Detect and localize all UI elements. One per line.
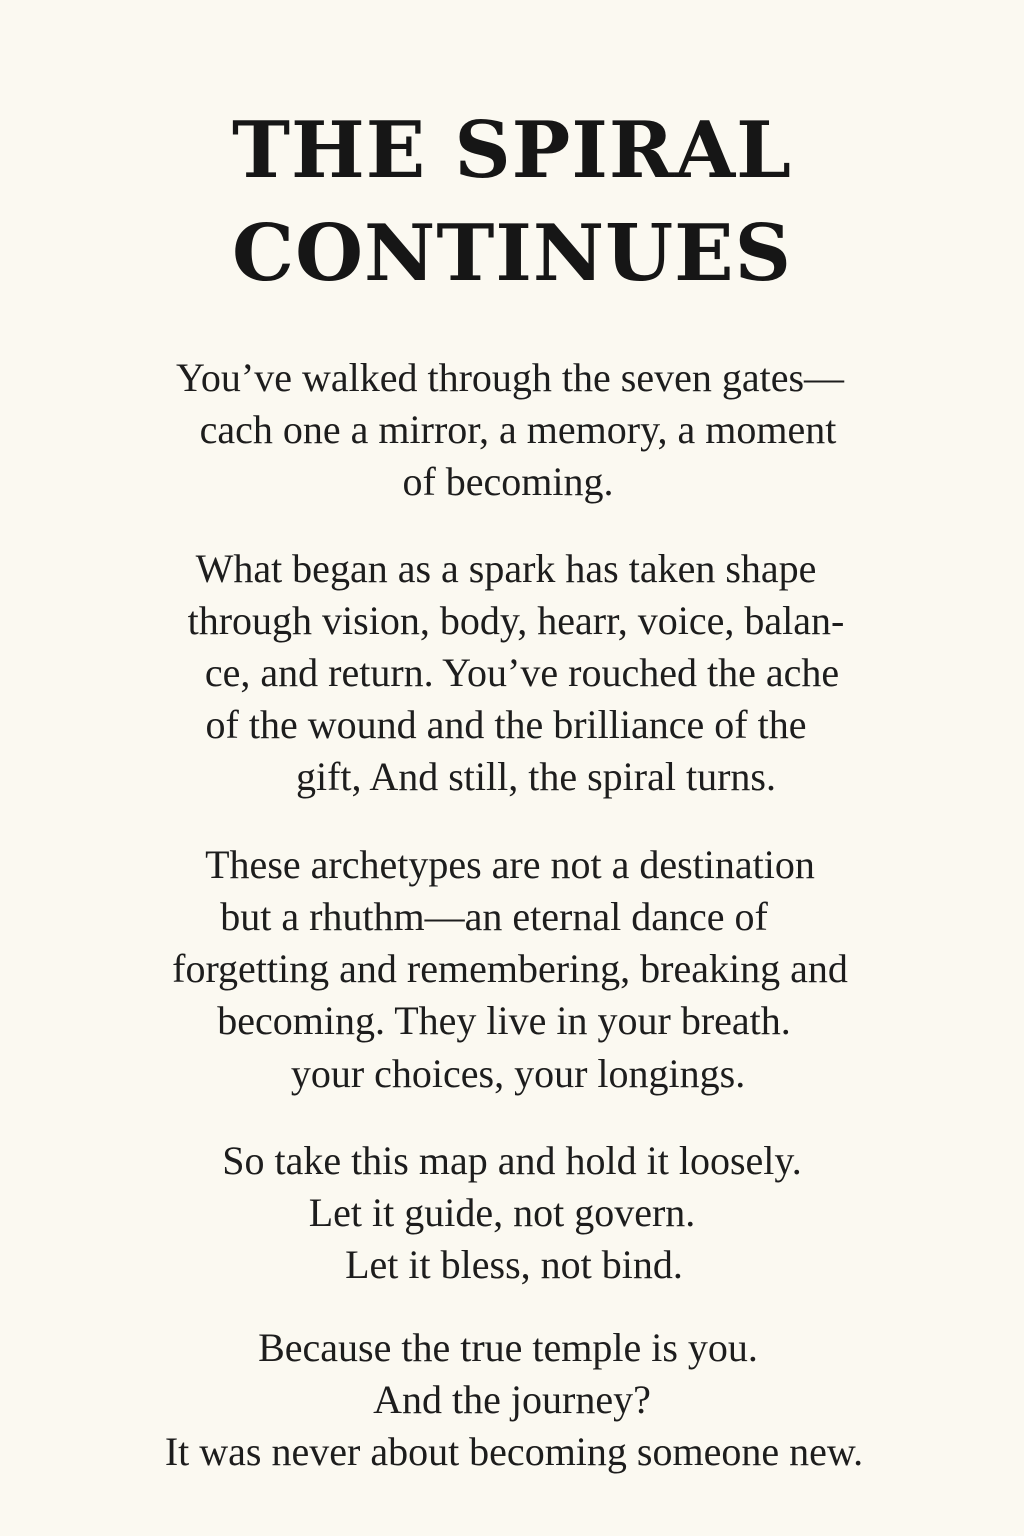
text-line: Because the true temple is you. [258, 1325, 758, 1370]
title-line-1: THE SPIRAL [232, 105, 792, 196]
text-line: through vision, body, hearr, voice, balan- [187, 598, 845, 643]
text-line: Let it bless, not bind. [345, 1242, 683, 1287]
title-line-2: CONTINUES [232, 208, 792, 299]
text-line: You’ve walked through the seven gates— [175, 355, 845, 400]
text-line: And the journey? [373, 1377, 651, 1422]
text-line: Let it guide, not govern. [308, 1190, 696, 1235]
text-line: becoming. They live in your breath. [217, 998, 791, 1043]
text-line: of becoming. [402, 459, 614, 504]
text-line: What began as a spark has taken shape [195, 546, 817, 591]
text-line: gift, And still, the spiral turns. [296, 754, 776, 799]
text-line: but a rhuthm—an eternal dance of [220, 894, 768, 939]
text-line: cach one a mirror, a memory, a moment [199, 407, 837, 452]
text-line: So take this map and hold it loosely. [222, 1138, 802, 1183]
text-line: of the wound and the brilliance of the [205, 702, 807, 747]
text-line: your choices, your longings. [290, 1051, 746, 1096]
text-line: ce, and return. You’ve rouched the ache [204, 650, 840, 695]
text-line: forgetting and remembering, breaking and [172, 946, 848, 991]
text-line: These archetypes are not a destination [205, 842, 815, 887]
text-line: It was never about becoming someone new. [164, 1429, 864, 1474]
